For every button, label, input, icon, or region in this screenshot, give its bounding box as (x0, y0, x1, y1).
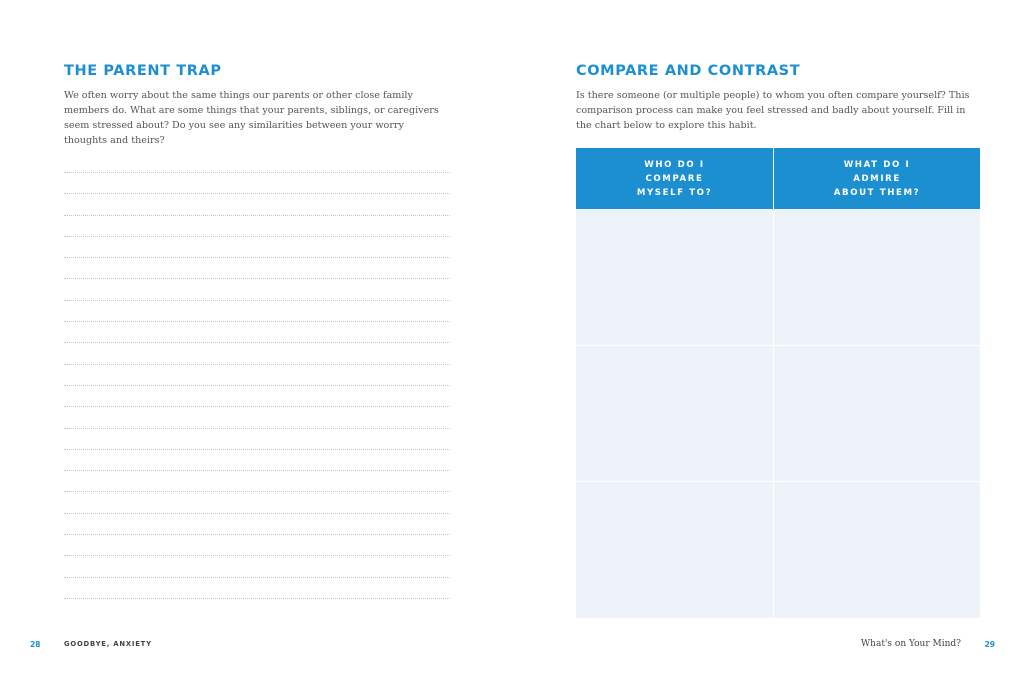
right-page (512, 0, 1024, 682)
parent-trap-title: THE PARENT TRAP (64, 63, 222, 79)
writing-line[interactable] (64, 577, 450, 578)
writing-line[interactable] (64, 193, 450, 194)
chart-header-admire (774, 148, 980, 209)
writing-line[interactable] (64, 257, 450, 258)
writing-line[interactable] (64, 236, 450, 237)
chart-header-admire-label: WHAT DO I ADMIRE ABOUT THEM? (833, 159, 921, 198)
writing-line[interactable] (64, 215, 450, 216)
writing-line[interactable] (64, 321, 450, 322)
writing-line[interactable] (64, 598, 450, 599)
writing-line[interactable] (64, 470, 450, 471)
chart-cell-admire[interactable] (774, 209, 980, 345)
writing-lines[interactable] (64, 172, 450, 619)
writing-line[interactable] (64, 491, 450, 492)
page-number-left: 28 (30, 640, 41, 649)
chart-header-who-label: WHO DO I COMPARE MYSELF TO? (636, 159, 713, 198)
compare-contrast-prompt: Is there someone (or multiple people) to whom you often compare yourself? This comparison process can make you feel stressed and badly about yourself. Fill in the chart below to explore this habit. (576, 90, 970, 131)
chart-cell-who[interactable] (576, 345, 774, 481)
writing-line[interactable] (64, 342, 450, 343)
chart-cell-who[interactable] (576, 481, 774, 618)
compare-contrast-title: COMPARE AND CONTRAST (576, 63, 801, 79)
writing-line[interactable] (64, 172, 450, 173)
comparison-chart (576, 148, 980, 618)
writing-line[interactable] (64, 406, 450, 407)
writing-line[interactable] (64, 449, 450, 450)
page-number-right: 29 (984, 640, 995, 649)
writing-line[interactable] (64, 278, 450, 279)
chart-header-who (576, 148, 774, 209)
running-head-section-title: What's on Your Mind? (860, 639, 961, 649)
chart-cell-admire[interactable] (774, 481, 980, 618)
writing-line[interactable] (64, 364, 450, 365)
writing-line[interactable] (64, 555, 450, 556)
writing-line[interactable] (64, 513, 450, 514)
running-head-book-title: GOODBYE, ANXIETY (64, 640, 152, 648)
parent-trap-prompt: We often worry about the same things our parents or other close family members do. What are some things that your parents, siblings, or caregivers seem stressed about? Do you see any similarities between your worry thoughts and theirs? (64, 90, 439, 146)
chart-cell-admire[interactable] (774, 345, 980, 481)
chart-cell-who[interactable] (576, 209, 774, 345)
writing-line[interactable] (64, 385, 450, 386)
writing-line[interactable] (64, 300, 450, 301)
writing-line[interactable] (64, 428, 450, 429)
writing-line[interactable] (64, 534, 450, 535)
